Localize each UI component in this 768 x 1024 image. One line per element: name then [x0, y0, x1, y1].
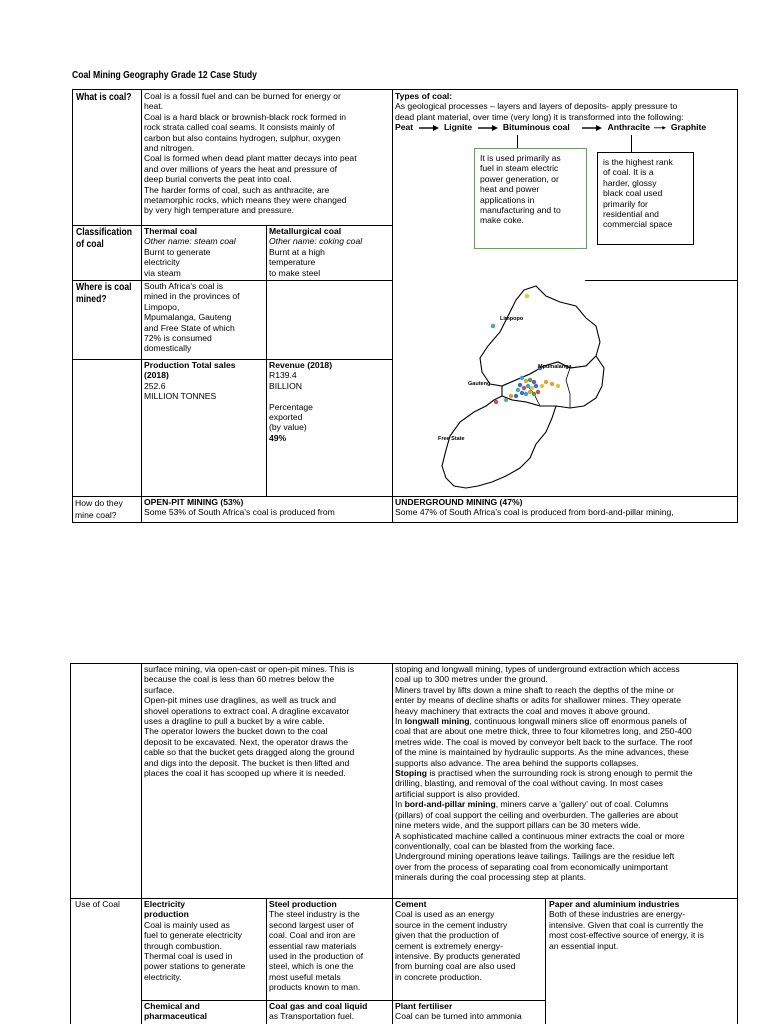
thermal-coal: Thermal coal Other name: steam coal Burnt to generate electricity via steam [144, 226, 236, 278]
use-cement: Cement Coal is used as an energy source in the cement industry given that the production of cement is extremely energy- intensive. By products generated from burning coal are also used in concrete production. [395, 899, 521, 982]
use-electricity: Electricity production Coal is mainly used as fuel to generate electricity through combustion. Thermal coal is used in power stations to generate electricity. [144, 899, 246, 982]
arrow-right-icon [478, 125, 498, 131]
underground-line: nine meters wide, and the support pillars can be 30 meters wide. [395, 820, 641, 831]
map-label-gauteng: Gauteng [468, 381, 491, 387]
callout-anthracite: is the highest rank of coal. It is a harder, glossy black coal used primarily for residential and commercial space [597, 152, 694, 245]
use-steel: Steel production The steel industry is the second largest user of coal. Coal and iron are essential raw materials used in the production of steel, which is one the most useful metals products known to man. [269, 899, 364, 993]
where-text: South Africa's coal is mined in the provinces of Limpopo, Mpumalanga, Gauteng and Free State of which 72% is consumed domestically [144, 281, 240, 354]
production-sales: Production Total sales (2018) 252.6 MILLION TONNES [144, 360, 236, 402]
underground-intro: UNDERGROUND MINING (47%) Some 47% of South Africa's coal is produced from bord-and-pillar mining, [395, 497, 674, 518]
underground-line: coal that are about one metre thick, three to four kilometres long, and 250-400 [395, 726, 692, 737]
arrow-right-icon [419, 125, 439, 131]
row-label-classification: Classification of coal [76, 226, 132, 250]
metallurgical-coal: Metallurgical coal Other name: coking coal Burnt at a high temperature to make steel [269, 226, 363, 278]
underground-line: In longwall mining, continuous longwall miners slice off enormous panels of [395, 716, 687, 727]
underground-line: minerals during the coal processing step at plants. [395, 872, 587, 883]
open-pit-text: surface mining, via open-cast or open-pit mines. This is because the coal is less than 60 metres below the surface. Open-pit mines use draglines, as well as truck and shovel operations to extract coal. A dragline excavator uses a dragline to pull a bucket by a wire cable. The operator lowers the bucket down to the coal deposit to be excavated. Next, the operator draws the cable so that the bucket gets dragged along the ground and digs into the deposit. The bucket is then lifted and places the coal it has scooped up where it is needed. [144, 664, 355, 779]
callout-connector [517, 135, 518, 149]
types-of-coal: Types of coal: As geological processes – layers and layers of deposits- apply pressure to dead plant material, over time (very long) it is transformed into the following: Peat Lignite Bituminous coal Anthracite Graphite [395, 91, 735, 133]
underground-line: artificial support is also provided. [395, 788, 520, 799]
page-title: Coal Mining Geography Grade 12 Case Study [72, 70, 257, 81]
underground-line: (pillars) of coal support the ceiling and overburden. The galleries are about [395, 809, 679, 820]
revenue: Revenue (2018) R139.4 BILLION Percentage exported (by value) 49% [269, 360, 333, 443]
underground-line: drilling, blasting, and removal of the coal without caving. In most cases [395, 778, 663, 789]
underground-line: A sophisticated machine called a continuous miner extracts the coal or more [395, 830, 685, 841]
underground-line: supports also advance. The area behind the supports collapses. [395, 757, 639, 768]
use-fertiliser: Plant fertiliser Coal can be turned into ammonia [395, 1001, 522, 1022]
underground-line: over from the process of separating coal from economically unimportant [395, 861, 668, 872]
underground-line: metres wide. The coal is moved by conveyor belt back to the surface. The roof [395, 736, 693, 747]
row-label-where: Where is coal mined? [76, 281, 132, 305]
what-is-coal-text: Coal is a fossil fuel and can be burned for energy or heat. Coal is a hard black or brownish-black rock formed in rock strata called coal seams. It consists mainly of carbon but also contains hydrogen, sulphur, oxygen and nitrogen. Coal is formed when dead plant matter decays into peat and over millions of years the heat and pressure of deep burial converts the peat into coal. The harder forms of coal, such as anthracite, are metamorphic rocks, which means they were changed by very high temperature and pressure. [144, 91, 357, 216]
row-label-how-mine: How do they mine coal? [75, 498, 123, 520]
underground-line: Stoping is practised when the surrounding rock is strong enough to permit the [395, 768, 693, 779]
underground-line: of the mine is maintained by hydraulic supports. As the mine advances, these [395, 747, 689, 758]
underground-line: stoping and longwall mining, types of underground extraction which access [395, 664, 680, 674]
map-free-state-region [442, 396, 556, 488]
callout-bituminous: It is used primarily as fuel in steam electric power generation, or heat and power applications in manufacturing and to make coke. [474, 148, 587, 249]
underground-line: conventionally, coal can be blasted from the working face. [395, 840, 615, 851]
row-label-what-is-coal: What is coal? [76, 91, 132, 103]
underground-line: In bord-and-pillar mining, miners carve a 'gallery' out of coal. Columns [395, 799, 669, 810]
open-pit-intro: OPEN-PIT MINING (53%) Some 53% of South Africa's coal is produced from [144, 497, 335, 518]
underground-line: enter by means of decline shafts or adits for shallower mines. They operate [395, 695, 681, 706]
map-label-free-state: Free State [438, 436, 465, 442]
row-label-use-of-coal: Use of Coal [75, 899, 120, 909]
map-label-mpumalanga: Mpumalanga [538, 364, 572, 370]
map-label-limpopo: Limpopo [500, 316, 524, 322]
use-chemical: Chemical and pharmaceutical [144, 1001, 208, 1022]
use-coal-gas: Coal gas and coal liquid as Transportation fuel. [269, 1001, 368, 1022]
underground-line: Miners travel by lifts down a mine shaft to reach the depths of the mine or [395, 684, 674, 695]
underground-text [395, 664, 737, 883]
arrow-right-icon [582, 125, 602, 131]
underground-line: coal up to 300 metres under the ground. [395, 674, 548, 685]
callout-connector [631, 135, 632, 152]
arrow-right-icon [654, 126, 666, 130]
coal-rank-sequence: Peat Lignite Bituminous coal Anthracite Graphite [395, 122, 707, 133]
use-paper-aluminium: Paper and aluminium industries Both of these industries are energy- intensive. Given that coal is currently the most cost-effective source of energy, it is an essential input. [549, 899, 704, 951]
underground-line: heavy machinery that extracts the coal and moves it above ground. [395, 705, 651, 716]
coal-map [420, 282, 640, 492]
underground-line: Underground mining operations leave tailings. Tailings are the residue left [395, 851, 675, 862]
